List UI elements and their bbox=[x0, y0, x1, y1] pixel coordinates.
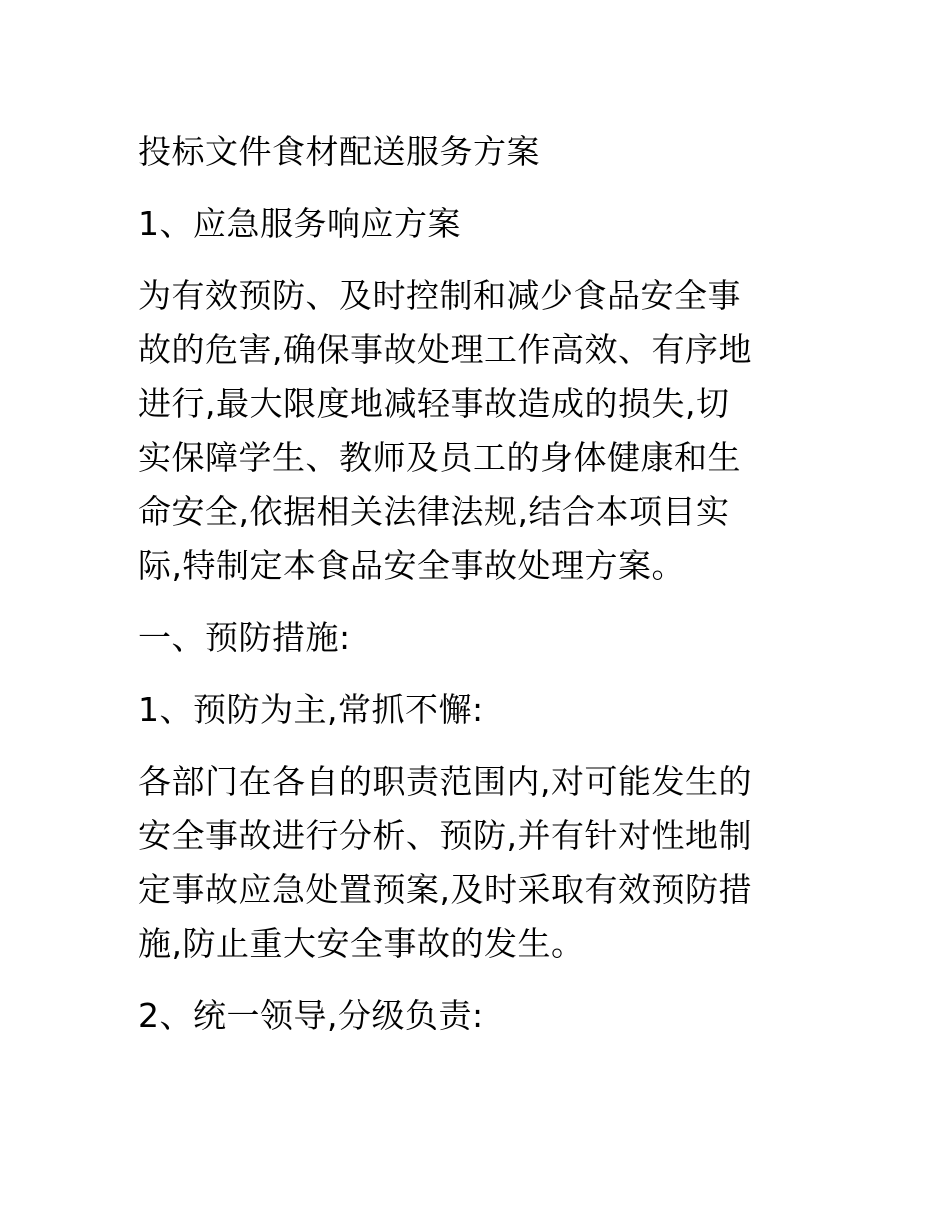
intro-line: 为有效预防、及时控制和减少食品安全事 bbox=[138, 276, 741, 315]
document-page bbox=[138, 125, 818, 1043]
intro-line: 命安全,依据相关法律法规,结合本项目实 bbox=[138, 492, 730, 531]
item1-line: 各部门在各自的职责范围内,对可能发生的 bbox=[138, 762, 752, 801]
section1-heading: 1、应急服务响应方案 bbox=[138, 204, 461, 243]
intro-line: 际,特制定本食品安全事故处理方案。 bbox=[138, 546, 685, 585]
document-title: 投标文件食材配送服务方案 bbox=[138, 132, 540, 171]
intro-line: 故的危害,确保事故处理工作高效、有序地 bbox=[138, 330, 752, 369]
item1-heading: 1、预防为主,常抓不懈: bbox=[138, 690, 484, 729]
intro-paragraph bbox=[138, 269, 818, 593]
item2-heading: 2、统一领导,分级负责: bbox=[138, 996, 484, 1035]
item1-line: 施,防止重大安全事故的发生。 bbox=[138, 924, 585, 963]
intro-line: 进行,最大限度地减轻事故造成的损失,切 bbox=[138, 384, 730, 423]
measures-heading: 一、预防措施: bbox=[138, 618, 351, 657]
intro-line: 实保障学生、教师及员工的身体健康和生 bbox=[138, 438, 741, 477]
item1-line: 安全事故进行分析、预防,并有针对性地制 bbox=[138, 816, 752, 855]
item1-line: 定事故应急处置预案,及时采取有效预防措 bbox=[138, 870, 752, 909]
item1-paragraph bbox=[138, 755, 818, 971]
